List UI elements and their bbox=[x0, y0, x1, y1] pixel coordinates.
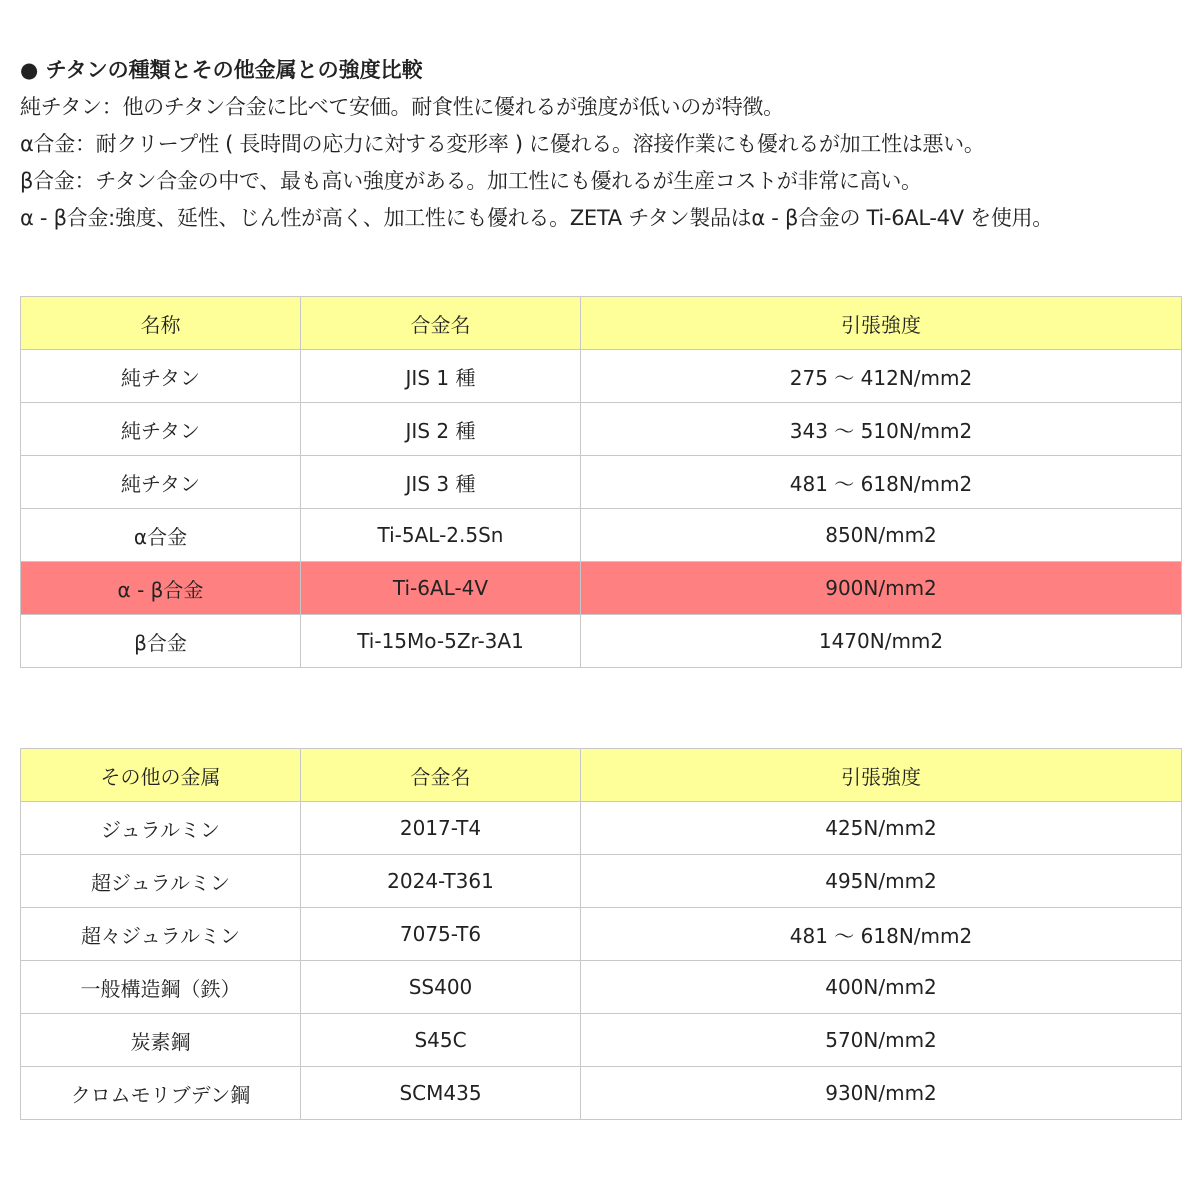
cell-name: 超々ジュラルミン bbox=[21, 908, 301, 961]
cell-alloy: 7075-T6 bbox=[301, 908, 581, 961]
cell-name: 純チタン bbox=[21, 350, 301, 403]
table-row bbox=[21, 1014, 1182, 1067]
cell-strength: 400N/mm2 bbox=[581, 961, 1182, 1014]
intro-section bbox=[20, 52, 1195, 237]
cell-strength: 900N/mm2 bbox=[581, 562, 1182, 615]
cell-alloy: Ti-15Mo-5Zr-3A1 bbox=[301, 615, 581, 668]
table-header-row bbox=[21, 749, 1182, 802]
description-pure-titanium: 純チタン：他のチタン合金に比べて安価。耐食性に優れるが強度が低いのが特徴。 bbox=[20, 95, 784, 119]
table-row bbox=[21, 961, 1182, 1014]
other-metals-strength-table bbox=[20, 748, 1182, 1120]
description-alpha-beta-alloy: α - β合金:強度、延性、じん性が高く、加工性にも優れる。ZETA チタン製品はα - β合金の Ti-6AL-4V を使用。 bbox=[20, 206, 1053, 230]
cell-strength: 1470N/mm2 bbox=[581, 615, 1182, 668]
table-row bbox=[21, 855, 1182, 908]
cell-strength: 425N/mm2 bbox=[581, 802, 1182, 855]
cell-alloy: Ti-5AL-2.5Sn bbox=[301, 509, 581, 562]
cell-name: α - β合金 bbox=[21, 562, 301, 615]
table-row bbox=[21, 403, 1182, 456]
cell-name: ジュラルミン bbox=[21, 802, 301, 855]
cell-alloy: S45C bbox=[301, 1014, 581, 1067]
cell-name: クロムモリブデン鋼 bbox=[21, 1067, 301, 1120]
description-alpha-alloy: α合金：耐クリープ性 ( 長時間の応力に対する変形率 ) に優れる。溶接作業にも優れるが加工性は悪い。 bbox=[20, 132, 985, 156]
description-beta-alloy: β合金：チタン合金の中で、最も高い強度がある。加工性にも優れるが生産コストが非常に高い。 bbox=[20, 169, 922, 193]
table-row bbox=[21, 615, 1182, 668]
table-header-row bbox=[21, 297, 1182, 350]
cell-alloy: 2024-T361 bbox=[301, 855, 581, 908]
cell-name: 純チタン bbox=[21, 403, 301, 456]
cell-name: α合金 bbox=[21, 509, 301, 562]
cell-strength: 481 ～ 618N/mm2 bbox=[581, 456, 1182, 509]
cell-name: 超ジュラルミン bbox=[21, 855, 301, 908]
cell-strength: 481 ～ 618N/mm2 bbox=[581, 908, 1182, 961]
cell-strength: 343 ～ 510N/mm2 bbox=[581, 403, 1182, 456]
header-alloy-name: 合金名 bbox=[301, 749, 581, 802]
cell-alloy: JIS 3 種 bbox=[301, 456, 581, 509]
cell-strength: 495N/mm2 bbox=[581, 855, 1182, 908]
table-row bbox=[21, 509, 1182, 562]
cell-alloy: SS400 bbox=[301, 961, 581, 1014]
cell-alloy: Ti-6AL-4V bbox=[301, 562, 581, 615]
header-tensile-strength: 引張強度 bbox=[581, 297, 1182, 350]
cell-strength: 850N/mm2 bbox=[581, 509, 1182, 562]
table-row bbox=[21, 908, 1182, 961]
cell-alloy: JIS 2 種 bbox=[301, 403, 581, 456]
table-row bbox=[21, 802, 1182, 855]
table-row bbox=[21, 1067, 1182, 1120]
cell-name: 純チタン bbox=[21, 456, 301, 509]
section-heading: ● チタンの種類とその他金属との強度比較 bbox=[20, 58, 423, 82]
cell-name: 炭素鋼 bbox=[21, 1014, 301, 1067]
cell-name: 一般構造鋼（鉄） bbox=[21, 961, 301, 1014]
cell-name: β合金 bbox=[21, 615, 301, 668]
table-row-highlighted bbox=[21, 562, 1182, 615]
header-name: 名称 bbox=[21, 297, 301, 350]
cell-alloy: 2017-T4 bbox=[301, 802, 581, 855]
cell-strength: 930N/mm2 bbox=[581, 1067, 1182, 1120]
cell-strength: 570N/mm2 bbox=[581, 1014, 1182, 1067]
cell-alloy: SCM435 bbox=[301, 1067, 581, 1120]
header-tensile-strength: 引張強度 bbox=[581, 749, 1182, 802]
header-alloy-name: 合金名 bbox=[301, 297, 581, 350]
titanium-strength-table bbox=[20, 296, 1182, 668]
cell-strength: 275 ～ 412N/mm2 bbox=[581, 350, 1182, 403]
header-other-metals: その他の金属 bbox=[21, 749, 301, 802]
table-row bbox=[21, 350, 1182, 403]
cell-alloy: JIS 1 種 bbox=[301, 350, 581, 403]
table-row bbox=[21, 456, 1182, 509]
